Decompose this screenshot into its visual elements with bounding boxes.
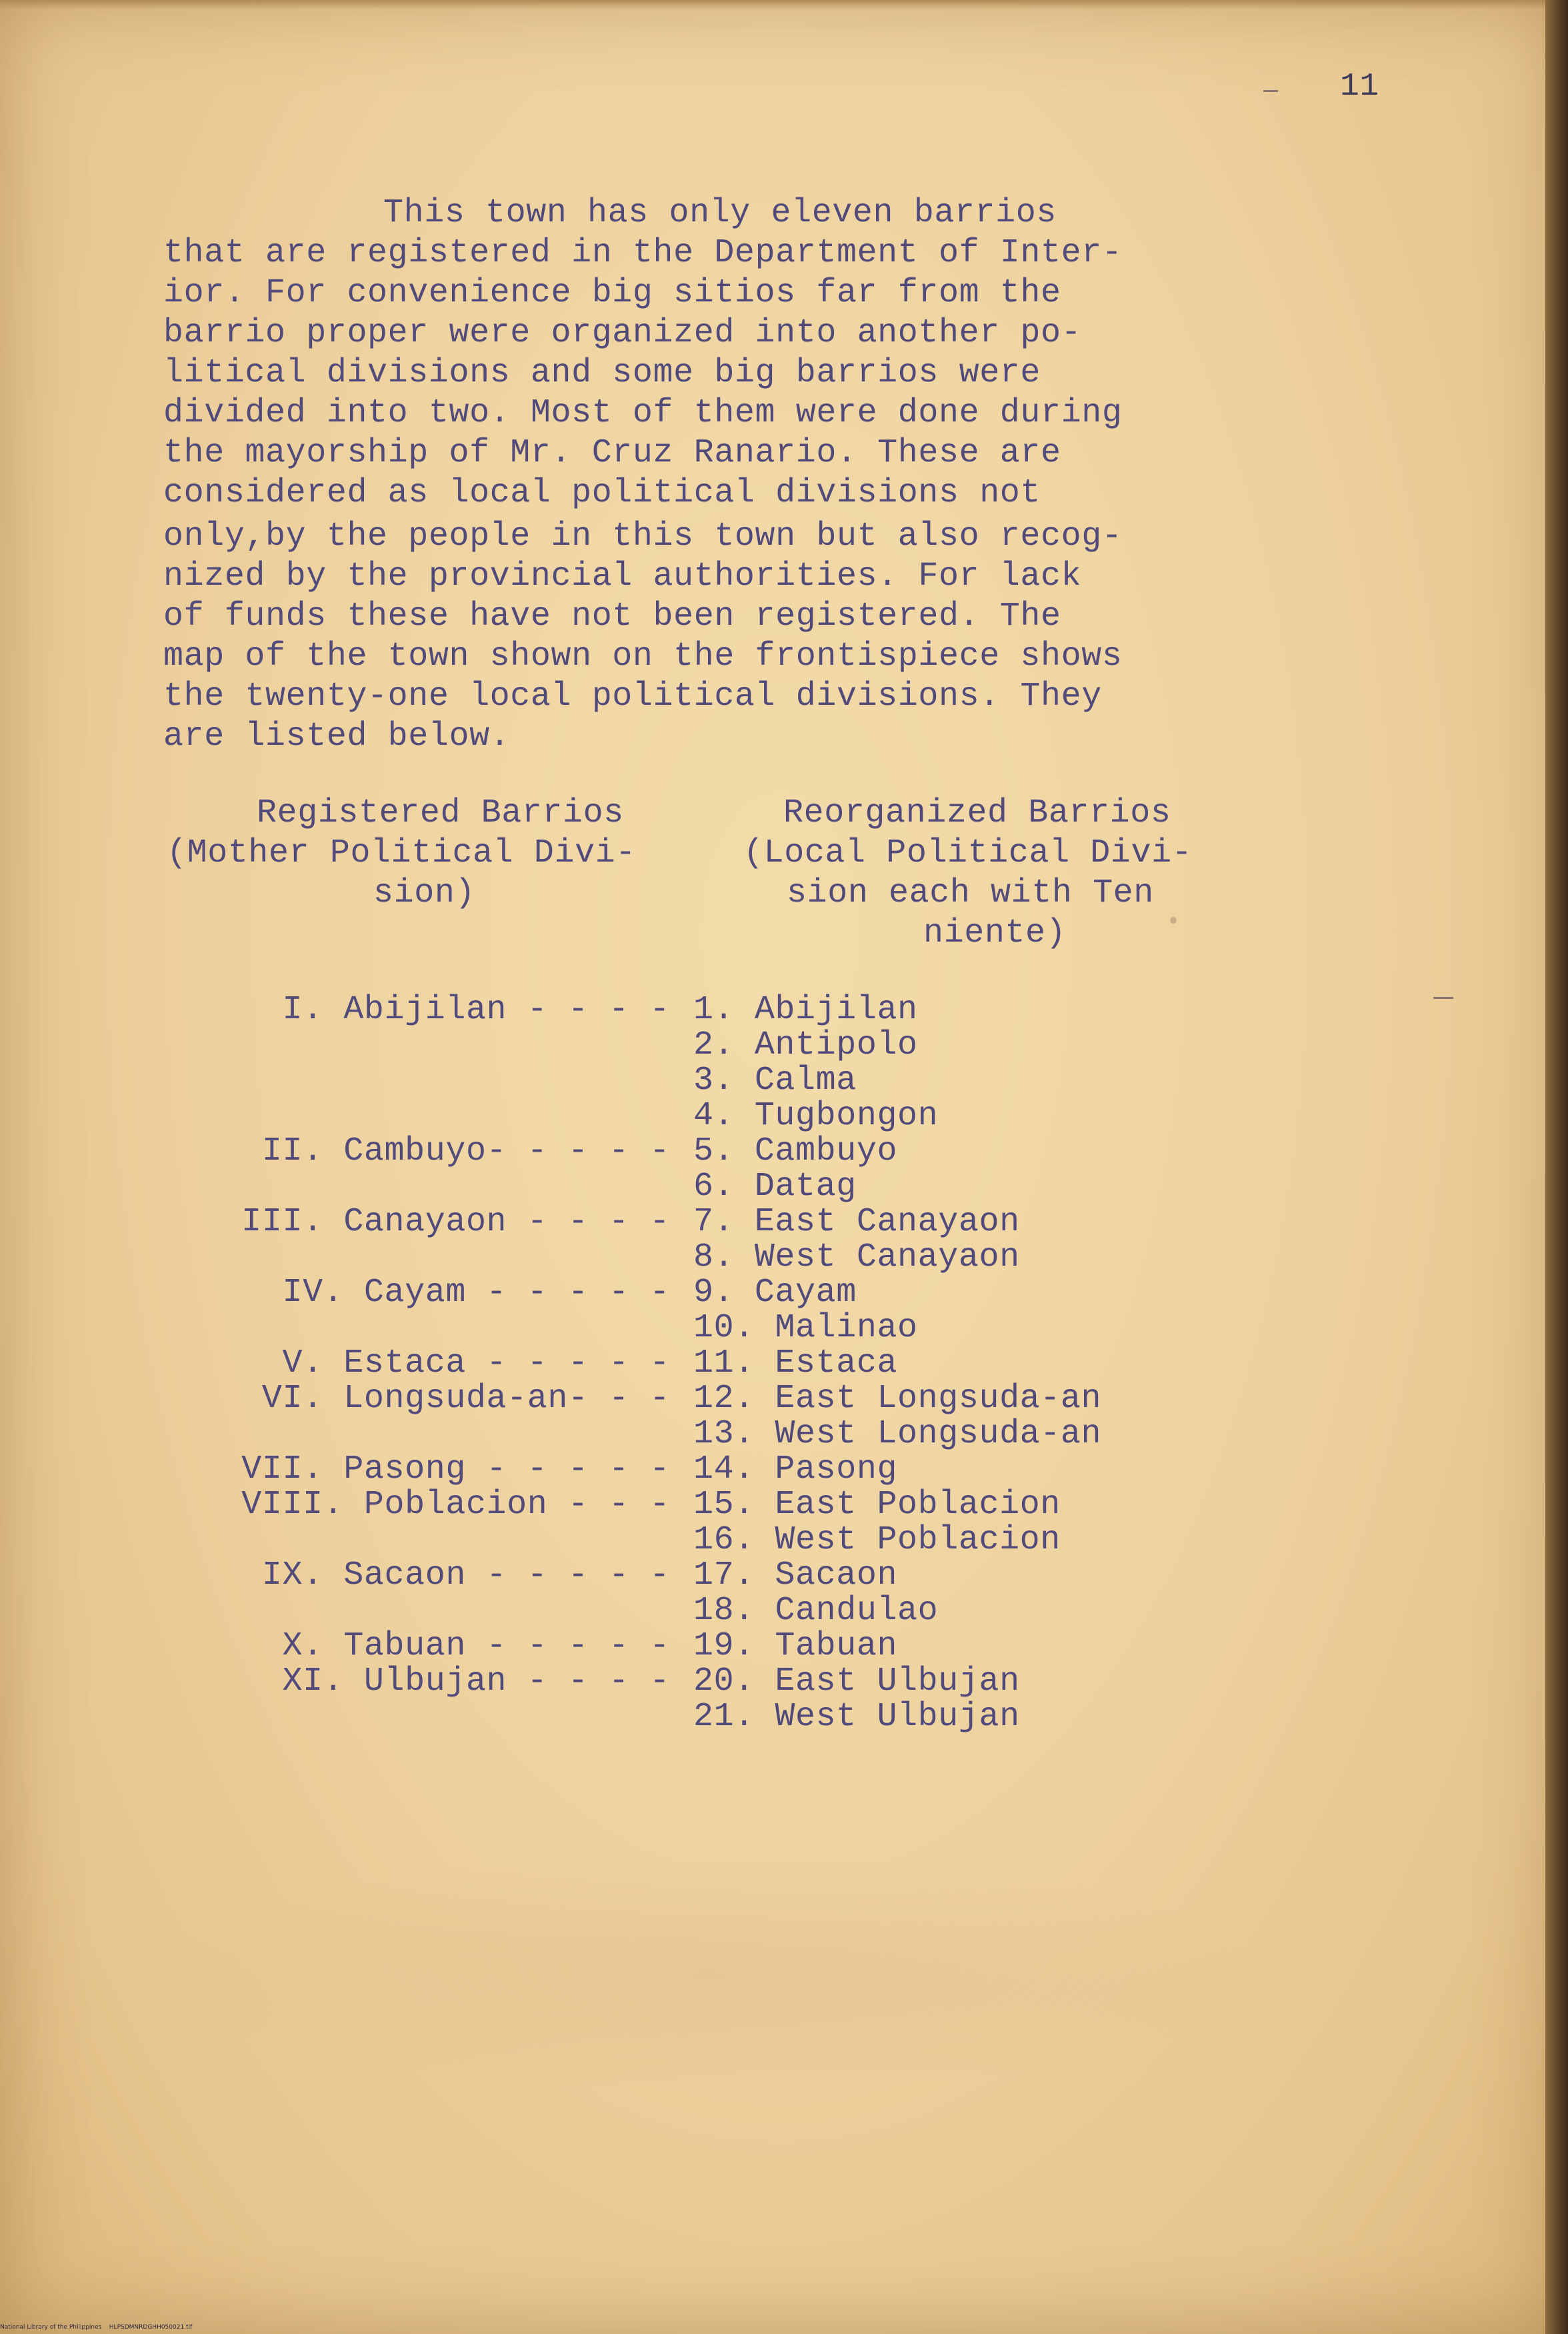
column-heading-line: sion) [373, 874, 476, 912]
book-binding-edge [1545, 0, 1568, 2334]
column-heading-line: Reorganized Barrios [783, 794, 1171, 832]
registered-barrio: VIII. Poblacion - - - [241, 1486, 670, 1524]
registered-barrio: I. Abijilan - - - - [282, 991, 670, 1029]
scan-credit-footer: National Library of the Philippines HLPSDMNRDGHH050021.tif [0, 2324, 193, 2331]
paragraph-line: the twenty-one local political divisions. They [163, 678, 1102, 716]
column-heading-line: (Mother Political Divi- [167, 834, 636, 872]
paragraph-line: map of the town shown on the frontispiece shows [163, 638, 1123, 676]
paragraph-line: only,by the people in this town but also recog- [163, 517, 1123, 555]
reorganized-barrio: 18. Candulao [693, 1592, 939, 1630]
column-heading-line: (Local Political Divi- [743, 834, 1193, 872]
reorganized-barrio: 7. East Canayaon [693, 1203, 1020, 1241]
paragraph-line: This town has only eleven barrios [383, 194, 1057, 232]
reorganized-barrio: 20. East Ulbujan [693, 1662, 1020, 1700]
reorganized-barrio: 9. Cayam [693, 1274, 857, 1312]
reorganized-barrio: 17. Sacaon [693, 1556, 898, 1594]
reorganized-barrio: 13. West Longsuda-an [693, 1415, 1102, 1453]
paragraph-line: litical divisions and some big barrios were [163, 354, 1041, 392]
registered-barrio: IV. Cayam - - - - - [282, 1274, 670, 1312]
column-heading-line: Registered Barrios [257, 794, 624, 832]
reorganized-barrio: 16. West Poblacion [693, 1521, 1061, 1559]
paragraph-line: barrio proper were organized into another po- [163, 314, 1082, 352]
reorganized-barrio: 15. East Poblacion [693, 1486, 1061, 1524]
margin-dash-mark [1263, 90, 1278, 92]
paragraph-line: are listed below. [163, 718, 511, 756]
paragraph-line: ior. For convenience big sitios far from the [163, 274, 1061, 312]
column-heading-line: niente) [923, 914, 1067, 952]
reorganized-barrio: 11. Estaca [693, 1344, 898, 1382]
bleed-through-area [147, 1854, 1280, 2094]
reorganized-barrio: 12. East Longsuda-an [693, 1380, 1102, 1418]
paragraph-line: that are registered in the Department of Inter- [163, 234, 1123, 272]
registered-barrio: XI. Ulbujan - - - - [282, 1662, 670, 1700]
reorganized-barrio: 8. West Canayaon [693, 1238, 1020, 1276]
page-number: 11 [1340, 69, 1379, 105]
reorganized-barrio: 21. West Ulbujan [693, 1698, 1020, 1736]
paragraph-line: the mayorship of Mr. Cruz Ranario. These are [163, 434, 1061, 472]
registered-barrio: V. Estaca - - - - - [282, 1344, 670, 1382]
registered-barrio: X. Tabuan - - - - - [282, 1627, 670, 1665]
registered-barrio: III. Canayaon - - - - [241, 1203, 670, 1241]
registered-barrio: II. Cambuyo- - - - - [261, 1132, 670, 1170]
reorganized-barrio: 10. Malinao [693, 1309, 918, 1347]
column-heading-line: sion each with Ten [787, 874, 1154, 912]
registered-barrio: VII. Pasong - - - - - [241, 1450, 670, 1488]
paragraph-line: of funds these have not been registered. The [163, 598, 1061, 636]
registered-barrio: IX. Sacaon - - - - - [261, 1556, 670, 1594]
reorganized-barrio: 4. Tugbongon [693, 1097, 939, 1135]
reorganized-barrio: 5. Cambuyo [693, 1132, 898, 1170]
reorganized-barrio: 3. Calma [693, 1062, 857, 1100]
reorganized-barrio: 1. Abijilan [693, 991, 918, 1029]
reorganized-barrio: 19. Tabuan [693, 1627, 898, 1665]
reorganized-barrio: 2. Antipolo [693, 1026, 918, 1064]
paragraph-line: nized by the provincial authorities. For lack [163, 557, 1082, 596]
reorganized-barrio: 6. Datag [693, 1168, 857, 1206]
ink-speck [1170, 917, 1177, 924]
margin-dash-mark [1433, 997, 1453, 999]
registered-barrio: VI. Longsuda-an- - - [261, 1380, 670, 1418]
paragraph-line: divided into two. Most of them were done during [163, 394, 1123, 432]
reorganized-barrio: 14. Pasong [693, 1450, 898, 1488]
page-top-shadow [0, 0, 1560, 9]
paragraph-line: considered as local political divisions not [163, 474, 1041, 512]
